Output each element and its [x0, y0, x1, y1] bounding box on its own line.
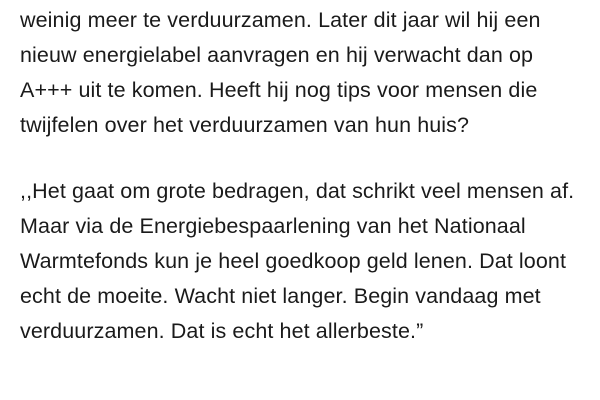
- paragraph-1: weinig meer te verduurzamen. Later dit jaar wil hij een nieuw energielabel aanvragen en hij verwacht dan op A+++ uit te komen. Heeft hij nog tips voor mensen die twijfelen over het verduurzamen van hun huis?: [20, 8, 541, 137]
- paragraph-2: ,,Het gaat om grote bedragen, dat schrikt veel mensen af. Maar via de Energiebespaarlening van het Nationaal Warmtefonds kun je heel goedkoop geld lenen. Dat loont echt de moeite. Wacht niet langer. Begin vandaag met verduurzamen. Dat is echt het allerbeste.”: [20, 179, 575, 343]
